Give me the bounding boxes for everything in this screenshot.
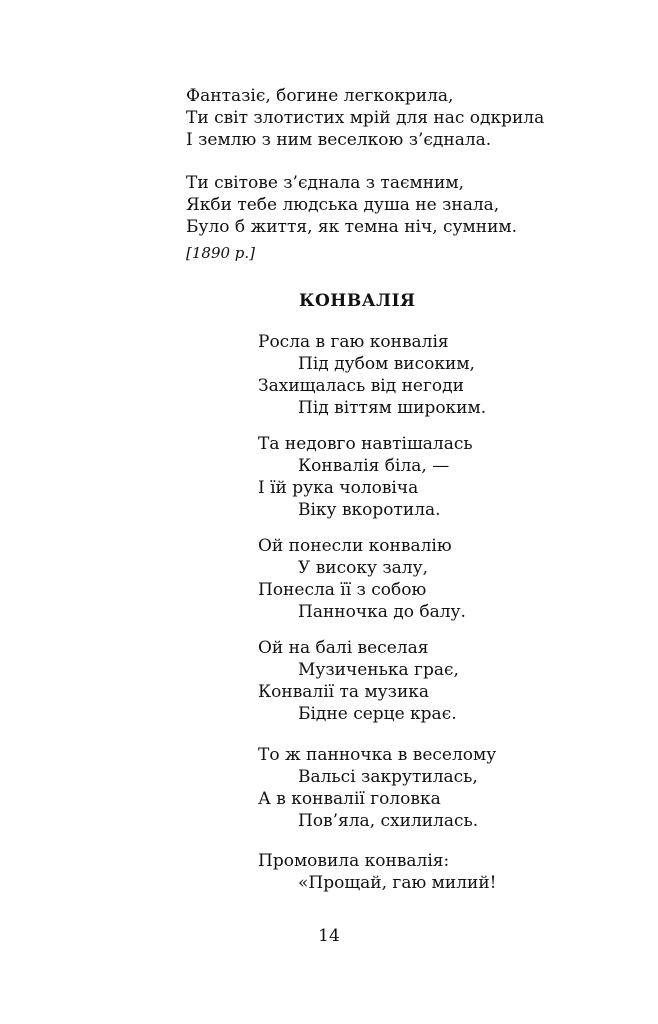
- poem-line: Конвалія біла, —: [298, 456, 450, 476]
- poem-line: І їй рука чоловіча: [258, 478, 419, 498]
- poem-line: Пов’яла, схилилась.: [298, 811, 479, 831]
- poem-line: Конвалії та музика: [258, 682, 430, 702]
- poem-line: Ой на балі веселая: [258, 638, 429, 658]
- poem-line: Понесла її з собою: [258, 580, 427, 600]
- poem-line: Ой понесли конвалію: [258, 536, 452, 556]
- poem-line: Музиченька грає,: [298, 660, 459, 680]
- poem-line: Промовила конвалія:: [258, 851, 450, 871]
- poem-title: КОНВАЛІЯ: [299, 291, 416, 311]
- poem-line: А в конвалії головка: [258, 789, 441, 809]
- poem-line: У високу залу,: [298, 558, 428, 578]
- poem-line: Ти світ злотистих мрій для нас одкрила: [186, 108, 545, 128]
- poem-line: І землю з ним веселкою з’єднала.: [186, 130, 492, 150]
- poem-line: Ти світове з’єднала з таємним,: [186, 173, 464, 193]
- poem-line: Панночка до балу.: [298, 602, 466, 622]
- poem-line: Було б життя, як темна ніч, сумним.: [186, 217, 518, 237]
- page-number: 14: [318, 926, 340, 946]
- poem-line: Росла в гаю конвалія: [258, 332, 449, 352]
- poem-line: Віку вкоротила.: [298, 500, 441, 520]
- poem-line: Вальсі закрутилась,: [298, 767, 478, 787]
- poem-line: Бідне серце крає.: [298, 704, 457, 724]
- poem-line: Під віттям широким.: [298, 398, 487, 418]
- poem-date: [1890 р.]: [186, 244, 256, 262]
- poem-line: Якби тебе людська душа не знала,: [186, 195, 500, 215]
- poem-line: То ж панночка в веселому: [258, 745, 497, 765]
- poem-line: Та недовго навтішалась: [258, 434, 473, 454]
- poem-line: Фантазіє, богине легкокрила,: [186, 86, 454, 106]
- poem-line: Під дубом високим,: [298, 354, 475, 374]
- poem-line: «Прощай, гаю милий!: [298, 873, 497, 893]
- poem-line: Захищалась від негоди: [258, 376, 464, 396]
